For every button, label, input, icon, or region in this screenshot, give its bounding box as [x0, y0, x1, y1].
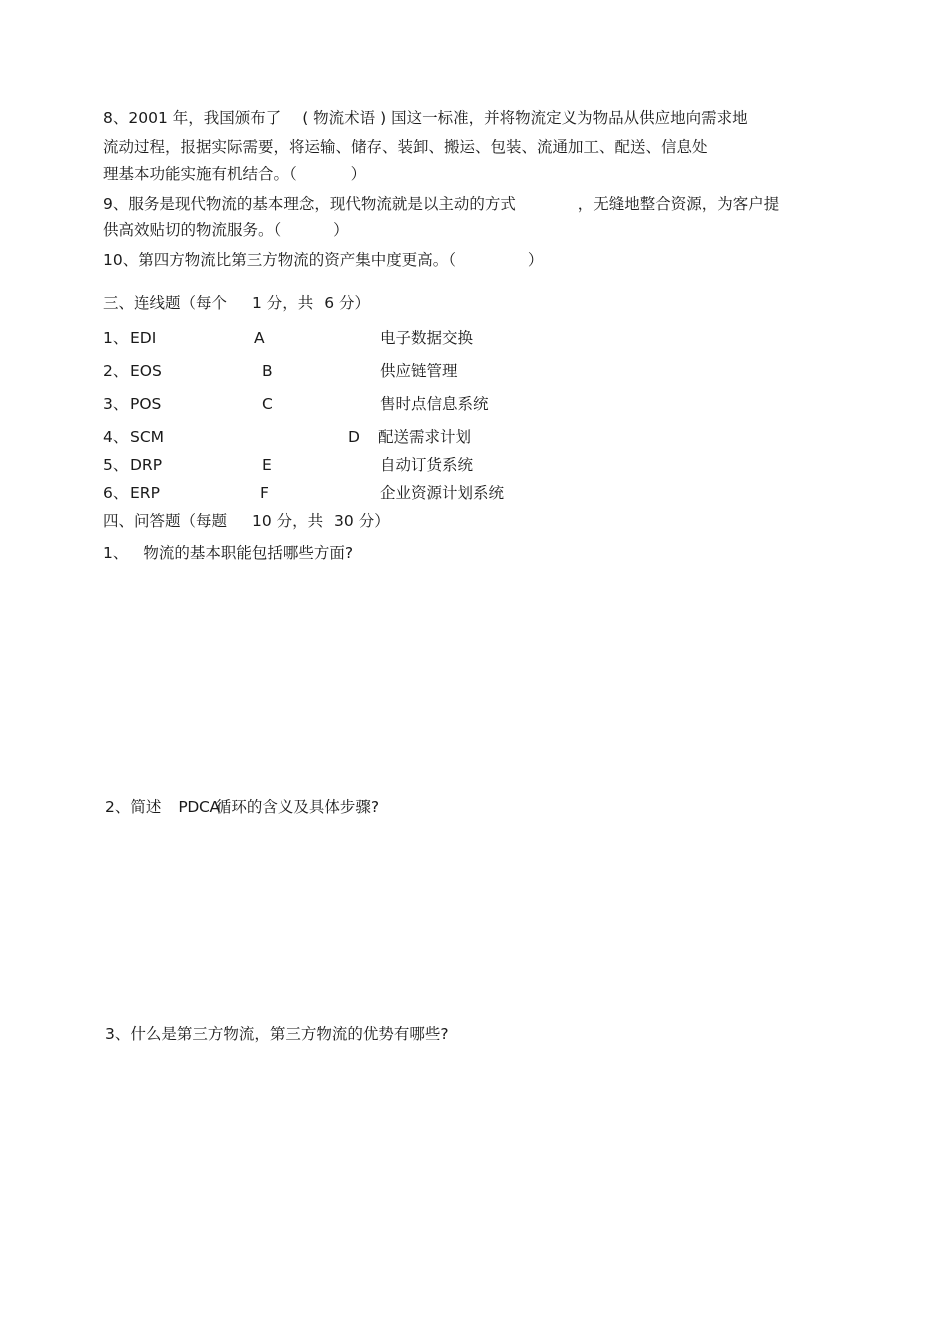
essay-q2 — [105, 797, 379, 817]
essay-header-part2: 10 分，共 — [251, 512, 324, 530]
matching-row-term[interactable]: POS — [130, 395, 162, 413]
matching-header-part3: 6 分） — [324, 294, 370, 312]
matching-row-meaning[interactable]: 配送需求计划 — [378, 428, 472, 446]
q8-line1-part1: 8、2001 年，我国颁布了 — [103, 109, 282, 127]
q10-paren: ） — [527, 251, 544, 269]
matching-row-number: 6、 — [103, 484, 129, 502]
matching-row-term[interactable]: EOS — [130, 362, 162, 380]
matching-header — [103, 293, 370, 313]
q9-line2-paren: ） — [333, 221, 349, 239]
matching-row-letter: F — [260, 484, 269, 502]
q8-line1 — [103, 108, 748, 128]
matching-row-meaning[interactable]: 电子数据交换 — [380, 329, 474, 347]
q9-line1 — [103, 194, 779, 214]
matching-row-number: 3、 — [103, 395, 129, 413]
essay-q1 — [103, 543, 353, 563]
q8-line3-paren: ） — [350, 165, 367, 183]
q8-line2: 流动过程，报据实际需要，将运输、储存、装卸、搬运、包装、流通加工、配送、信息处 — [103, 138, 708, 156]
matching-header-part1: 三、连线题（每个 — [103, 294, 228, 312]
essay-q2-term: PDCA — [178, 798, 220, 816]
essay-q2-prefix: 2、简述 — [105, 798, 162, 816]
matching-row-term[interactable]: EDI — [130, 329, 157, 347]
q10-line — [103, 250, 543, 270]
matching-row-term[interactable]: DRP — [130, 456, 163, 474]
q9-line1-part2: ，无缝地整合资源，为客户提 — [577, 195, 780, 213]
matching-row-letter: D — [348, 428, 360, 446]
essay-q1-number: 1、 — [103, 544, 129, 562]
matching-row-number: 2、 — [103, 362, 129, 380]
essay-q2-answer-area[interactable] — [103, 826, 823, 1006]
matching-header-part2: 1 分，共 — [251, 294, 314, 312]
matching-row-term[interactable]: SCM — [130, 428, 165, 446]
essay-q3-answer-area[interactable] — [103, 1054, 823, 1274]
matching-row-meaning[interactable]: 企业资源计划系统 — [380, 484, 505, 502]
q10-text: 10、第四方物流比第三方物流的资产集中度更高。（ — [103, 251, 456, 269]
essay-q2-suffix: 循环的含义及具体步骤? — [215, 798, 380, 816]
essay-q3: 3、什么是第三方物流，第三方物流的优势有哪些? — [105, 1025, 449, 1043]
matching-row-meaning[interactable]: 售时点信息系统 — [380, 395, 489, 413]
matching-row-letter: B — [262, 362, 273, 380]
essay-q1-answer-area[interactable] — [103, 572, 823, 772]
q8-line3 — [103, 164, 366, 184]
matching-row-number: 5、 — [103, 456, 129, 474]
essay-q1-text: 物流的基本职能包括哪些方面? — [143, 544, 354, 562]
matching-row-letter: E — [262, 456, 272, 474]
q8-line3-text: 理基本功能实施有机结合。（ — [103, 165, 297, 183]
matching-row-number: 1、 — [103, 329, 129, 347]
essay-header-part1: 四、问答题（每题 — [103, 512, 228, 530]
matching-row-letter: C — [262, 395, 273, 413]
q8-line1-part2: ( 物流术语 ) 国这一标准，并将物流定义为物品从供应地向需求地 — [302, 109, 748, 127]
q9-line2-text: 供高效贴切的物流服务。（ — [103, 221, 282, 239]
q9-line1-part1: 9、服务是现代物流的基本理念，现代物流就是以主动的方式 — [103, 195, 516, 213]
matching-row-meaning[interactable]: 自动订货系统 — [380, 456, 474, 474]
essay-header — [103, 511, 390, 531]
matching-row-letter: A — [254, 329, 265, 347]
essay-header-part3: 30 分） — [334, 512, 390, 530]
matching-row-term[interactable]: ERP — [130, 484, 160, 502]
matching-row-number: 4、 — [103, 428, 129, 446]
matching-row-meaning[interactable]: 供应链管理 — [380, 362, 458, 380]
q9-line2 — [103, 220, 349, 240]
